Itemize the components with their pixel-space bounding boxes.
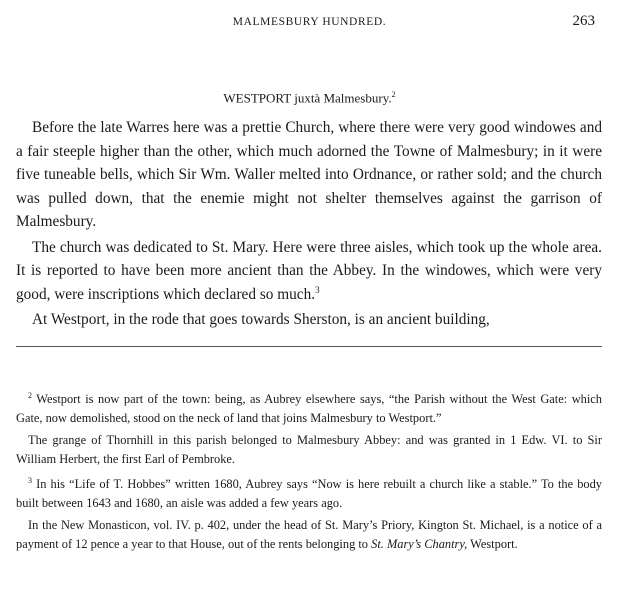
footnote-2-marker: 2 bbox=[28, 390, 32, 400]
paragraph-2 bbox=[16, 236, 602, 307]
paragraph-1: Before the late Warres here was a prettie Church, where there were very good windowes and a fair steeple higher than the other, which much adorned the Towne of Malmesbury; in it were five tuneable bells, which Sir Wm. Waller melted into Ordnance, or rather sold; and the church was pulled down, that the enemie might not shelter themselves against the garrison of Malmesbury. bbox=[16, 119, 602, 230]
running-head bbox=[0, 12, 619, 32]
footnote-3-cont-text: In the New Monasticon, vol. IV. p. 402, under the head of St. Mary’s Priory, Kington St. Michael, is a notice of a payment of 12 pence a year to that House, out of the rents belonging to bbox=[16, 518, 602, 551]
page-number: 263 bbox=[572, 13, 595, 29]
footnote-3-end: Westport. bbox=[470, 536, 518, 551]
running-title: MALMESBURY HUNDRED. bbox=[232, 16, 387, 28]
footnote-ref-3: 3 bbox=[315, 284, 320, 295]
section-heading-text: WESTPORT juxtà Malmesbury. bbox=[223, 90, 392, 106]
paragraph-2-text: The church was dedicated to St. Mary. Here were three aisles, which took up the whole area. It is reported to have been more ancient than the Abbey. In the windowes, which were very good, were inscriptions which declared so much. bbox=[16, 238, 602, 303]
footnote-divider bbox=[16, 346, 602, 347]
footnotes bbox=[16, 390, 602, 553]
footnote-2-continuation: The grange of Thornhill in this parish belonged to Malmesbury Abbey: and was granted in 1 Edw. VI. to Sir William Herbert, the first Earl of Pembroke. bbox=[16, 433, 602, 466]
footnote-3-italic: St. Mary’s Chantry, bbox=[371, 536, 468, 551]
body-text bbox=[16, 116, 602, 332]
footnote-3-text: In his “Life of T. Hobbes” written 1680, Aubrey says “Now is here rebuilt a church like a stable.” To the body built between 1643 and 1680, an aisle was added a few years ago. bbox=[16, 477, 602, 510]
section-heading bbox=[0, 90, 619, 106]
footnote-2 bbox=[16, 390, 602, 427]
footnote-3-marker: 3 bbox=[28, 475, 32, 485]
footnote-3 bbox=[16, 475, 602, 512]
footnote-3-continuation bbox=[16, 516, 602, 553]
paragraph-3: At Westport, in the rode that goes towards Sherston, is an ancient building, bbox=[32, 311, 490, 328]
footnote-2-text: Westport is now part of the town: being, as Aubrey elsewhere says, “the Parish without the West Gate: which Gate, now demolished, stood on the neck of land that joins Malmesbury to Westport.” bbox=[16, 392, 602, 425]
footnote-ref-2: 2 bbox=[391, 90, 396, 99]
